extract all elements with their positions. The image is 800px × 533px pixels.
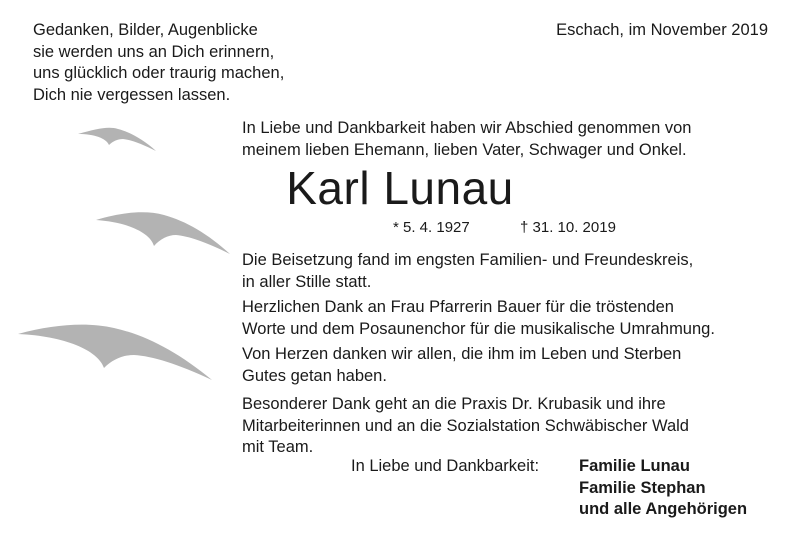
signature-line: und alle Angehörigen [579, 500, 748, 518]
paragraph-thanks-all [242, 344, 681, 387]
intro-line: In Liebe und Dankbarkeit haben wir Abschied genommen von [242, 119, 692, 137]
poem-line: uns glücklich oder traurig machen, [33, 64, 285, 82]
place-date: Eschach, im November 2019 [556, 21, 768, 39]
closing-label: In Liebe und Dankbarkeit: [351, 457, 540, 475]
birth-date: * 5. 4. 1927 [393, 219, 470, 236]
paragraph-line: Worte und dem Posaunenchor für die musikalische Umrahmung. [242, 319, 715, 338]
paragraph-line: mit Team. [242, 438, 314, 456]
paragraph-thanks-medical [242, 394, 689, 459]
poem-line: Dich nie vergessen lassen. [33, 85, 231, 104]
signature-line: Familie Stephan [579, 478, 706, 497]
paragraph-line: Die Beisetzung fand im engsten Familien- und Freundeskreis, [242, 251, 694, 269]
paragraph-line: Gutes getan haben. [242, 366, 387, 385]
paragraph-line: Herzlichen Dank an Frau Pfarrerin Bauer für die tröstenden [242, 298, 674, 316]
bird-icon-small [78, 126, 158, 154]
paragraph-line: Mitarbeiterinnen und an die Sozialstation Schwäbischer Wald [242, 416, 689, 435]
intro-line: meinem lieben Ehemann, lieben Vater, Schwager und Onkel. [242, 140, 687, 159]
paragraph-line: Von Herzen danken wir allen, die ihm im Leben und Sterben [242, 345, 682, 363]
poem-line: Gedanken, Bilder, Augenblicke [33, 21, 258, 39]
deceased-name: Karl Lunau [286, 162, 514, 214]
paragraph-line: Besonderer Dank geht an die Praxis Dr. Krubasik und ihre [242, 395, 666, 413]
poem [33, 20, 284, 106]
paragraph-line: in aller Stille statt. [242, 272, 372, 291]
signature-line: Familie Lunau [579, 457, 690, 475]
bird-icon-medium [96, 210, 232, 256]
bird-icon-large [18, 322, 214, 382]
paragraph-funeral [242, 250, 693, 293]
signatures [579, 456, 747, 521]
poem-line: sie werden uns an Dich erinnern, [33, 42, 275, 61]
intro-text [242, 118, 691, 161]
paragraph-thanks-pastor [242, 297, 715, 340]
death-date: † 31. 10. 2019 [520, 219, 616, 236]
